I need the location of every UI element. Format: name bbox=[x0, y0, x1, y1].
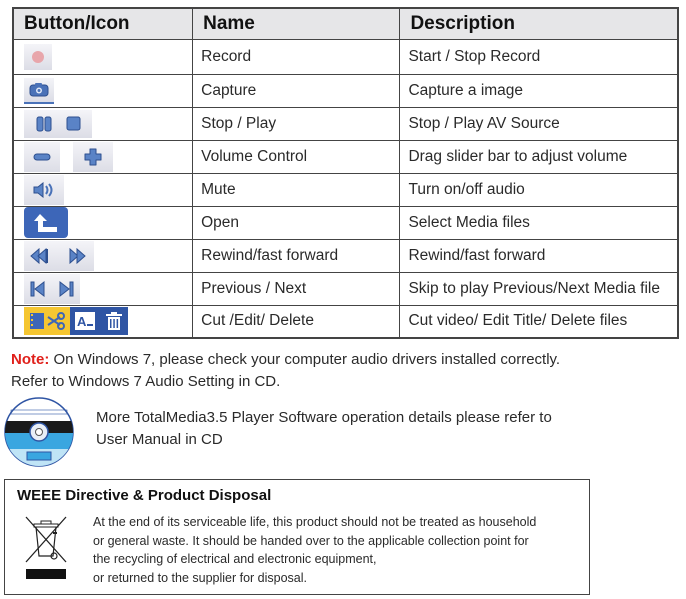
icon-cell bbox=[13, 74, 193, 107]
icon-cell bbox=[13, 39, 193, 74]
name-cell: Cut /Edit/ Delete bbox=[193, 305, 400, 338]
header-name: Name bbox=[193, 8, 400, 39]
minus-icon bbox=[24, 142, 60, 172]
weee-text bbox=[93, 513, 588, 587]
fast-forward-icon bbox=[68, 248, 88, 264]
edit-title-icon bbox=[70, 307, 100, 335]
trash-icon bbox=[100, 307, 128, 335]
camera-icon bbox=[24, 78, 54, 104]
table-row bbox=[13, 74, 678, 107]
table-row bbox=[13, 107, 678, 140]
rewind-icon bbox=[30, 248, 50, 264]
description-cell: Capture a image bbox=[400, 74, 678, 107]
description-cell: Stop / Play AV Source bbox=[400, 107, 678, 140]
plus-icon bbox=[73, 142, 113, 172]
weee-line-4: or returned to the supplier for disposal. bbox=[93, 570, 308, 585]
description-cell: Select Media files bbox=[400, 206, 678, 239]
cd-disc-icon bbox=[3, 396, 75, 473]
svg-text:A: A bbox=[77, 314, 87, 330]
icon-cell bbox=[13, 206, 193, 239]
weee-box bbox=[4, 479, 590, 595]
table-row bbox=[13, 140, 678, 173]
stop-icon bbox=[66, 116, 81, 131]
name-cell: Open bbox=[193, 206, 400, 239]
cut-video-icon bbox=[24, 307, 70, 335]
header-button-icon: Button/Icon bbox=[13, 8, 193, 39]
icon-cell bbox=[13, 140, 193, 173]
name-cell: Stop / Play bbox=[193, 107, 400, 140]
table-row bbox=[13, 239, 678, 272]
note-label: Note: bbox=[11, 351, 50, 368]
table-header-row bbox=[13, 8, 678, 39]
note-block bbox=[11, 349, 560, 393]
table-row bbox=[13, 173, 678, 206]
previous-next-icons bbox=[24, 274, 80, 304]
note-line-1 bbox=[11, 349, 560, 371]
controls-table bbox=[12, 7, 679, 339]
weee-line-1: At the end of its serviceable life, this product should not be treated as household bbox=[93, 515, 537, 529]
icon-cell bbox=[13, 173, 193, 206]
name-cell: Capture bbox=[193, 74, 400, 107]
description-cell: Drag slider bar to adjust volume bbox=[400, 140, 678, 173]
table-row bbox=[13, 305, 678, 338]
open-arrow-icon bbox=[24, 207, 68, 238]
pause-icon bbox=[36, 116, 52, 132]
name-cell: Mute bbox=[193, 173, 400, 206]
note-text: On Windows 7, please check your computer audio drivers installed correctly. bbox=[49, 351, 561, 368]
note-line-2: Refer to Windows 7 Audio Setting in CD. bbox=[11, 373, 281, 390]
icon-cell bbox=[13, 107, 193, 140]
rewind-forward-icons bbox=[24, 241, 94, 271]
icon-cell bbox=[13, 305, 193, 338]
cd-info-text bbox=[96, 407, 552, 451]
weee-title: WEEE Directive & Product Disposal bbox=[17, 487, 272, 504]
name-cell: Previous / Next bbox=[193, 272, 400, 305]
icon-cell bbox=[13, 239, 193, 272]
description-cell: Turn on/off audio bbox=[400, 173, 678, 206]
cd-info-line-2: User Manual in CD bbox=[96, 431, 223, 448]
pause-stop-icons bbox=[24, 110, 92, 138]
table-row bbox=[13, 206, 678, 239]
name-cell: Rewind/fast forward bbox=[193, 239, 400, 272]
icon-cell bbox=[13, 272, 193, 305]
description-cell: Rewind/fast forward bbox=[400, 239, 678, 272]
header-description: Description bbox=[400, 8, 678, 39]
previous-icon bbox=[30, 281, 46, 297]
next-icon bbox=[58, 281, 74, 297]
weee-line-2: or general waste. It should be handed over to the applicable collection point for bbox=[93, 533, 529, 548]
record-icon bbox=[24, 44, 52, 70]
description-cell: Cut video/ Edit Title/ Delete files bbox=[400, 305, 678, 338]
table-row bbox=[13, 272, 678, 305]
speaker-icon bbox=[24, 175, 64, 205]
name-cell: Record bbox=[193, 39, 400, 74]
description-cell: Skip to play Previous/Next Media file bbox=[400, 272, 678, 305]
crossed-bin-icon bbox=[23, 514, 69, 585]
name-cell: Volume Control bbox=[193, 140, 400, 173]
table-row bbox=[13, 39, 678, 74]
weee-line-3: the recycling of electrical and electronic equipment, bbox=[93, 552, 377, 566]
cd-info-line-1: More TotalMedia3.5 Player Software operation details please refer to bbox=[96, 409, 552, 426]
description-cell: Start / Stop Record bbox=[400, 39, 678, 74]
